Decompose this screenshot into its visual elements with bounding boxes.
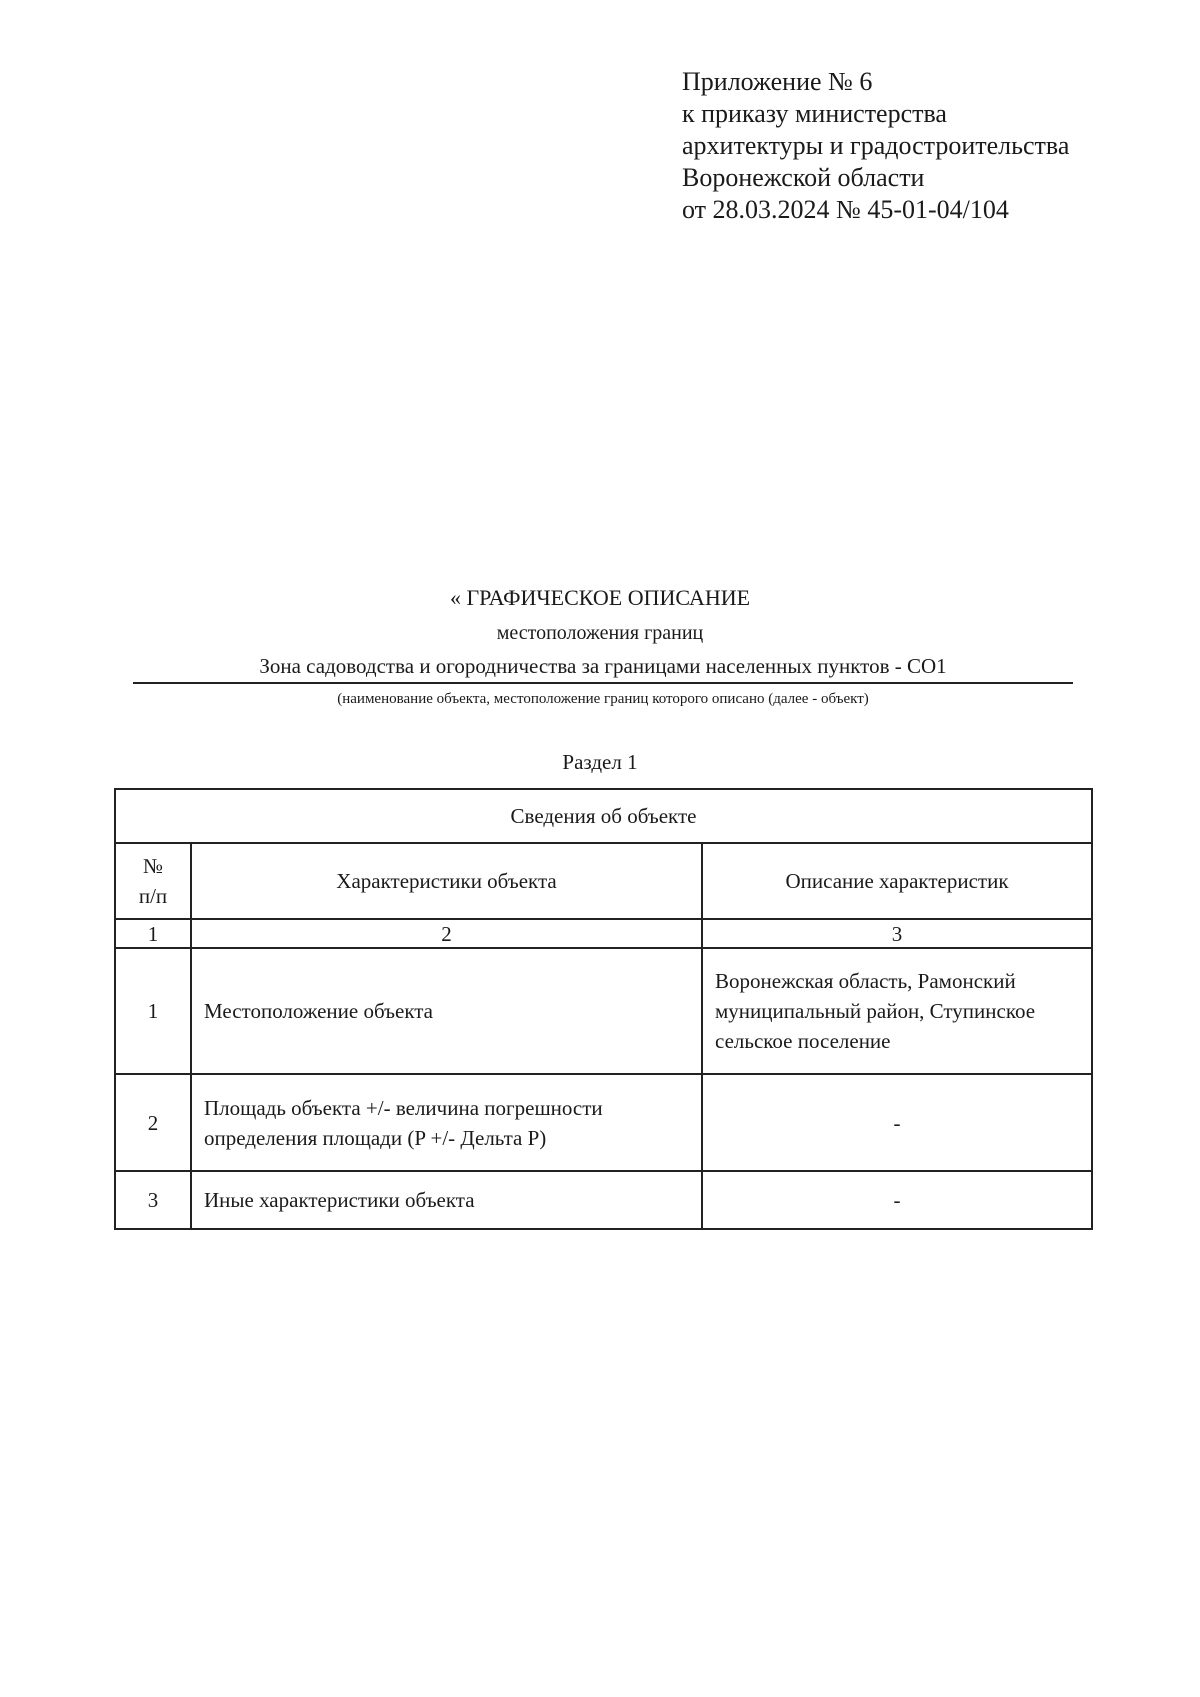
object-name: Зона садоводства и огородничества за границами населенных пунктов - СО1 [133,652,1073,684]
appendix-line: к приказу министерства [682,99,947,128]
appendix-line: Приложение № 6 [682,67,873,96]
object-info-table [114,788,1093,1230]
table-row [115,1171,1092,1229]
table-caption-row [115,789,1092,843]
header-num-cell [115,843,191,919]
column-index: 3 [702,919,1092,948]
row-description: - [702,1074,1092,1171]
document-title: « ГРАФИЧЕСКОЕ ОПИСАНИЕ [449,585,751,610]
column-index: 1 [115,919,191,948]
row-description: Воронежская область, Рамонский муниципальный район, Ступинское сельское поселение [702,948,1092,1074]
header-num-symbol: № [142,854,164,878]
row-characteristic: Иные характеристики объекта [191,1171,702,1229]
header-num-label: п/п [138,884,168,908]
object-name-caption: (наименование объекта, местоположение границ которого описано (далее - объект) [337,691,869,707]
header-characteristic: Характеристики объекта [191,843,702,919]
document-subtitle: местоположения границ [496,622,704,644]
row-description: - [702,1171,1092,1229]
row-number: 2 [115,1074,191,1171]
row-number: 1 [115,948,191,1074]
appendix-line: от 28.03.2024 № 45-01-04/104 [682,195,1009,224]
row-number: 3 [115,1171,191,1229]
appendix-line: архитектуры и градостроительства [682,131,1070,160]
column-index-row [115,919,1092,948]
table-header-row [115,843,1092,919]
row-characteristic: Местоположение объекта [191,948,702,1074]
table-row [115,1074,1092,1171]
table-caption: Сведения об объекте [115,789,1092,843]
appendix-line: Воронежской области [682,163,925,192]
column-index: 2 [191,919,702,948]
header-description: Описание характеристик [702,843,1092,919]
row-characteristic: Площадь объекта +/- величина погрешности определения площади (P +/- Дельта P) [191,1074,702,1171]
section-label: Раздел 1 [562,750,638,774]
appendix-block [682,66,1069,226]
table-row [115,948,1092,1074]
